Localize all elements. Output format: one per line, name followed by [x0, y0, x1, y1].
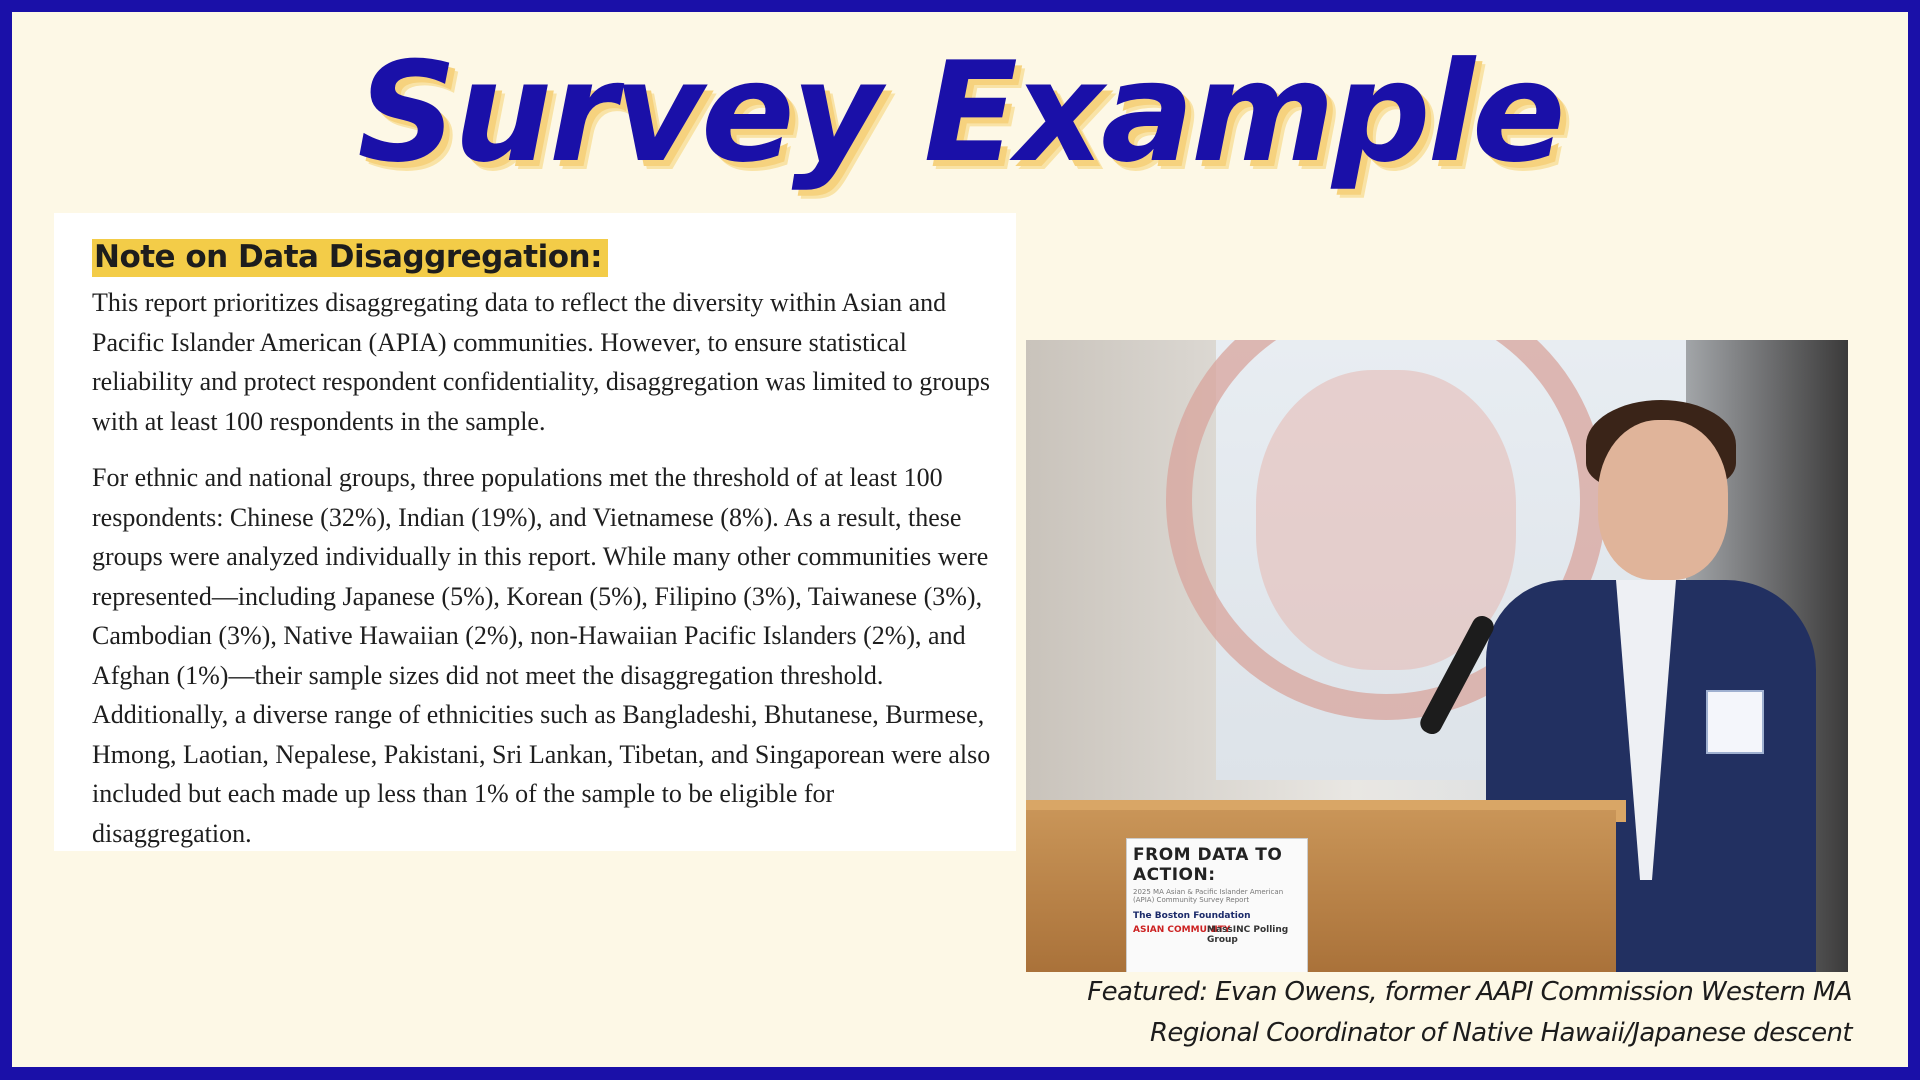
sign-logo-boston-foundation: The Boston Foundation — [1133, 911, 1251, 921]
podium-sign — [1126, 838, 1308, 972]
note-paragraph-2: For ethnic and national groups, three populations met the threshold of at least 100 respondents: Chinese (32%), Indian (19%), and Vietnamese (8%). As a result, these groups were analyzed individually in this report. While many other communities were represented—including Japanese (5%), Korean (5%), Filipino (3%), Taiwanese (3%), Cambodian (3%), Native Hawaiian (2%), non-Hawaiian Pacific Islanders (2%), and Afghan (1%)—their sample sizes did not meet the disaggregation threshold. Additionally, a diverse range of ethnicities such as Bangladeshi, Bhutanese, Burmese, Hmong, Laotian, Nepalese, Pakistani, Sri Lankan, Tibetan, and Singaporean were also included but each made up less than 1% of the sample to be eligible for disaggregation. — [92, 463, 991, 848]
sign-logo-massinc: MassINC Polling Group — [1207, 925, 1289, 945]
photo-caption — [1087, 972, 1852, 1054]
slide — [12, 12, 1908, 1067]
note-card — [54, 213, 1016, 851]
note-paragraph-1: This report prioritizes disaggregating data to reflect the diversity within Asian and Pacific Islander American (APIA) communities. However, to ensure statistical reliability and protect respondent confidentiality, disaggregation was limited to groups with at least 100 respondents in the sample. — [92, 288, 990, 436]
podium — [1026, 810, 1616, 972]
sign-subtitle: 2025 MA Asian & Pacific Islander American (APIA) Community Survey Report — [1133, 888, 1284, 904]
sign-title: FROM DATA TO ACTION: — [1133, 845, 1283, 885]
caption-line-2: Regional Coordinator of Native Hawaii/Japanese descent — [1149, 1018, 1852, 1048]
caption-line-1: Featured: Evan Owens, former AAPI Commission Western MA — [1087, 977, 1852, 1007]
name-badge — [1706, 690, 1764, 754]
speaker-photo — [1026, 340, 1848, 972]
sign-logo-asian-community: ASIAN COMMUNITY — [1133, 925, 1231, 935]
note-heading: Note on Data Disaggregation: — [92, 239, 608, 277]
slide-title: Survey Example — [357, 32, 1563, 193]
speaker-head — [1598, 420, 1728, 580]
